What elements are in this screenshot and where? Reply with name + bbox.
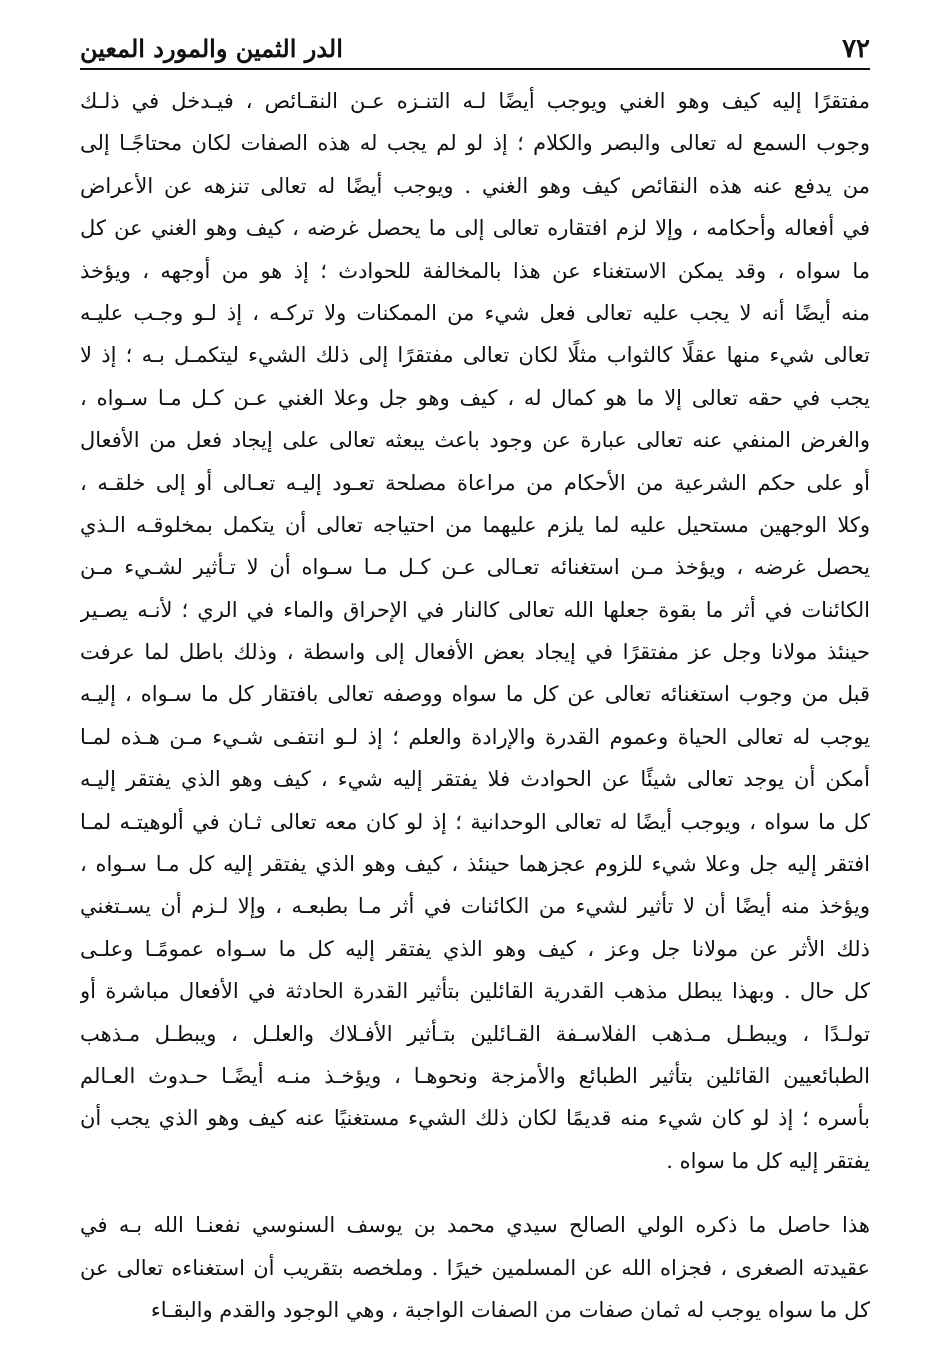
text-line: يحصل غرضه ، ويؤخذ مـن استغنائه تعـالى عـن كـل مـا سـواه أن لا تـأثير لشـيء مـن — [80, 555, 870, 580]
text-line: بأسره ؛ إذ لو كان شيء منه قديمًا لكان ذلك الشيء مستغنيًا عنه كيف وهو الذي يجب أن — [80, 1106, 870, 1131]
text-line: حينئذ مولانا وجل عز مفتقرًا في إيجاد بعض الأفعال إلى واسطة ، وذلك باطل لما عرفت — [80, 640, 870, 665]
text-line: أمكن أن يوجد تعالى شيئًا عن الحوادث فلا يفتقر إليه شيء ، كيف وهو الذي يفتقر إليـه — [80, 767, 870, 792]
header-rule — [80, 68, 870, 70]
page-header — [80, 30, 870, 70]
text-line: وكلا الوجهين مستحيل عليه لما يلزم عليهما من احتياجه تعالى أن يتكمل بمخلوقـه الـذي — [80, 512, 870, 537]
text-line: الطبائعيين القائلين بتأثير الطبائع والأمزجة ونحوهـا ، ويؤخـذ منـه أيضًـا حـدوث العـالم — [80, 1063, 870, 1088]
text-line: وجوب السمع له تعالى والبصر والكلام ؛ إذ لو لم يجب له هذه الصفات لكان محتاجًـا إلى — [80, 131, 870, 156]
text-line: ذلك الأثر عن مولانا جل وعز ، كيف وهو الذي يفتقر إليه كل ما سـواه عمومًـا وعلـى — [80, 936, 870, 961]
text-line: تولـدًا ، ويبطـل مـذهب الفلاسـفة القـائلين بتـأثير الأفـلاك والعلـل ، ويبطـل مـذهب — [80, 1021, 870, 1046]
running-title: الدر الثمين والمورد المعين — [80, 34, 343, 63]
body-text — [80, 80, 870, 1331]
text-line: يفتقر إليه كل ما سواه . — [666, 1148, 870, 1173]
text-line: أو على حكم الشرعية من الأحكام من مراعاة مصلحة تعـود إليـه تعـالى أو إلى خلقـه ، — [80, 470, 870, 495]
text-line: قبل من وجوب استغنائه تعالى عن كل ما سواه ووصفه تعالى بافتقار كل ما سـواه ، إليـه — [80, 682, 870, 707]
text-line: تعالى شيء منها عقلًا كالثواب مثلًا لكان تعالى مفتقرًا إلى ذلك الشيء ليتكمـل بـه ؛ إذ لا — [80, 343, 870, 368]
text-line: افتقر إليه جل وعلا شيء للزوم عجزهما حينئذ ، كيف وهو الذي يفتقر إليه كل مـا سـواه ، — [80, 852, 870, 877]
text-line: عقيدته الصغرى ، فجزاه الله عن المسلمين خيرًا . وملخصه بتقريب أن استغناءه تعالى عن — [80, 1255, 870, 1280]
text-line: كل ما سواه ، ويوجب أيضًا له تعالى الوحدانية ؛ إذ لو كان معه تعالى ثـان في ألوهيتـه لمـا — [80, 809, 870, 834]
text-line: ويؤخذ منه أيضًا أن لا تأثير لشيء من الكائنات في أثر مـا بطبعـه ، وإلا لـزم أن يسـتغني — [80, 894, 870, 919]
text-line: كل حال . وبهذا يبطل مذهب القدرية القائلين بتأثير القدرة الحادثة في الأفعال مباشرة أو — [80, 979, 870, 1004]
text-line: يجب في حقه تعالى إلا ما هو كمال له ، كيف وهو جل وعلا الغني عـن كـل مـا سـواه ، — [80, 385, 870, 410]
text-line: في أفعاله وأحكامه ، وإلا لزم افتقاره تعالى إلى ما يحصل غرضه ، كيف وهو الغني عن كل — [80, 216, 870, 241]
text-line: منه أيضًا أنه لا يجب عليه تعالى فعل شيء من الممكنات ولا تركـه ، إذ لـو وجـب عليـه — [80, 300, 870, 325]
page-number: ٧٢ — [842, 34, 870, 64]
text-line: والغرض المنفي عنه تعالى عبارة عن وجود باعث يبعثه تعالى على إيجاد فعل من الأفعال — [80, 428, 870, 453]
text-line: الكائنات في أثر ما بقوة جعلها الله تعالى كالنار في الإحراق والماء في الري ؛ لأنـه يصـير — [80, 597, 870, 622]
text-line: يوجب له تعالى الحياة وعموم القدرة والإرادة والعلم ؛ إذ لـو انتفـى شـيء مـن هـذه لمـا — [80, 724, 870, 749]
text-line: مفتقرًا إليه كيف وهو الغني ويوجب أيضًا لـه التنـزه عـن النقـائص ، فيـدخل في ذلـك — [80, 89, 870, 113]
paragraph-gap — [80, 1182, 870, 1204]
text-line: ما سواه ، وقد يمكن الاستغناء عن هذا بالمخالفة للحوادث ؛ إذ هو من أوجهه ، ويؤخذ — [80, 258, 870, 283]
text-line: كل ما سواه يوجب له ثمان صفات من الصفات الواجبة ، وهي الوجود والقدم والبقـاء — [150, 1297, 870, 1322]
text-line: من يدفع عنه هذه النقائص كيف وهو الغني . ويوجب أيضًا له تعالى تنزهه عن الأعراض — [80, 173, 870, 198]
text-line: هذا حاصل ما ذكره الولي الصالح سيدي محمد بن يوسف السنوسي نفعنـا الله بـه في — [80, 1213, 870, 1238]
